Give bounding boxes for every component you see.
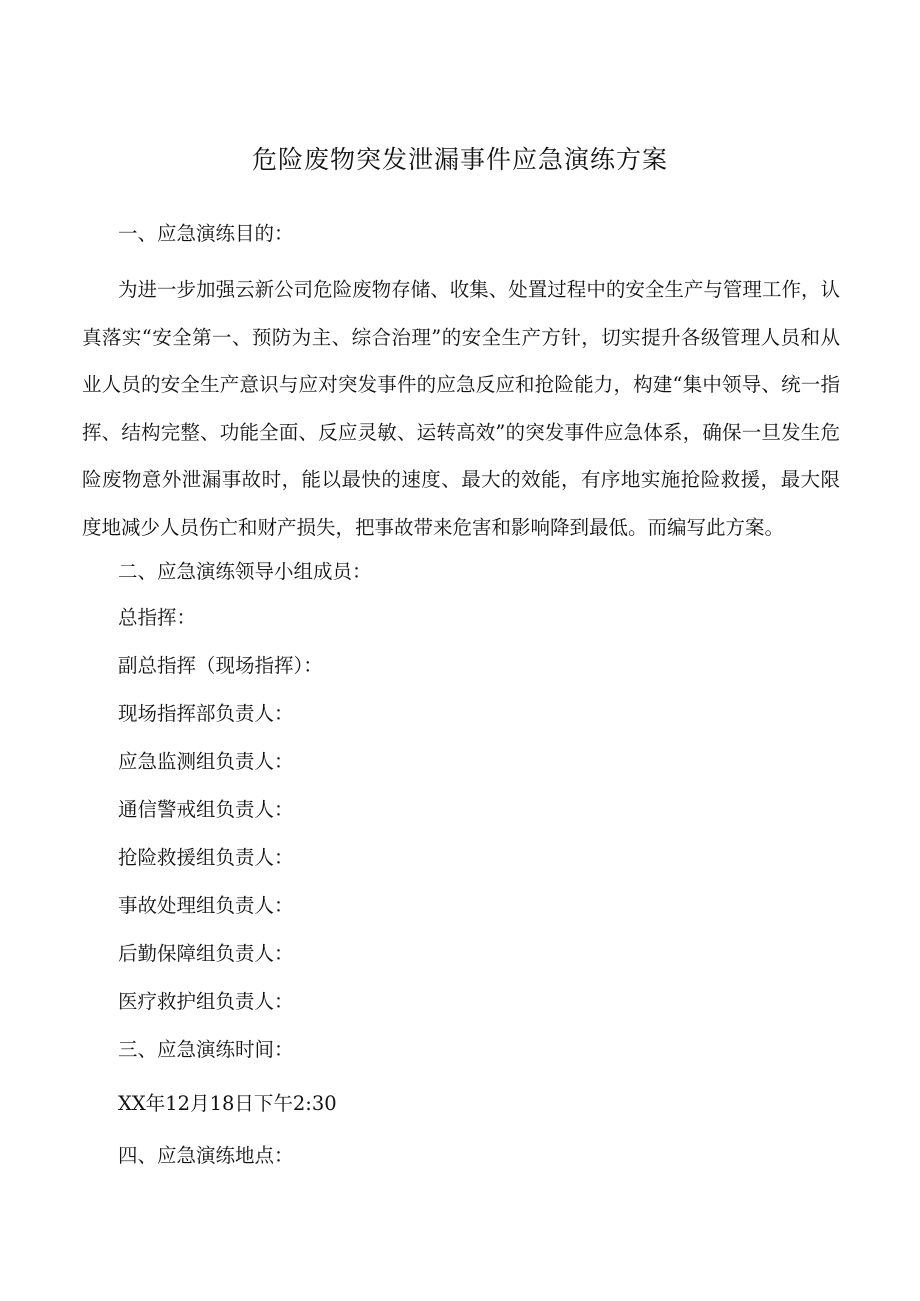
section-heading-purpose: 一、应急演练目的： xyxy=(118,222,294,245)
role-line: 事故处理组负责人： xyxy=(118,894,294,917)
role-line: 抢险救援组负责人： xyxy=(118,846,294,869)
purpose-paragraph: 为进一步加强云新公司危险废物存储、收集、处置过程中的安全生产与管理工作，认真落实“安全第一、预防为主、综合治理”的安全生产方针，切实提升各级管理人员和从业人员的安全生产意识与应对突发事件的应急反应和抢险能力，构建“集中领导、统一指挥、结构完整、功能全面、反应灵敏、运转高效”的突发事件应急体系，确保一旦发生危险废物意外泄漏事故时，能以最快的速度、最大的效能，有序地实施抢险救援，最大限度地减少人员伤亡和财产损失，把事故带来危害和影响降到最低。而编写此方案。 xyxy=(82,278,840,539)
role-line: 医疗救护组负责人： xyxy=(118,990,294,1013)
role-line: 应急监测组负责人： xyxy=(118,750,294,773)
section-heading-leadership: 二、应急演练领导小组成员： xyxy=(118,560,372,583)
role-line: 总指挥： xyxy=(118,606,197,629)
section-heading-location: 四、应急演练地点： xyxy=(118,1144,294,1167)
section-heading-time: 三、应急演练时间： xyxy=(118,1038,294,1061)
drill-time-value: XX年12月18日下午2:30 xyxy=(118,1092,337,1115)
role-line: 通信警戒组负责人： xyxy=(118,798,294,821)
role-line: 后勤保障组负责人： xyxy=(118,942,294,965)
document-title: 危险废物突发泄漏事件应急演练方案 xyxy=(251,145,668,174)
role-line: 现场指挥部负责人： xyxy=(118,702,294,725)
role-line: 副总指挥（现场指挥）： xyxy=(118,654,323,677)
